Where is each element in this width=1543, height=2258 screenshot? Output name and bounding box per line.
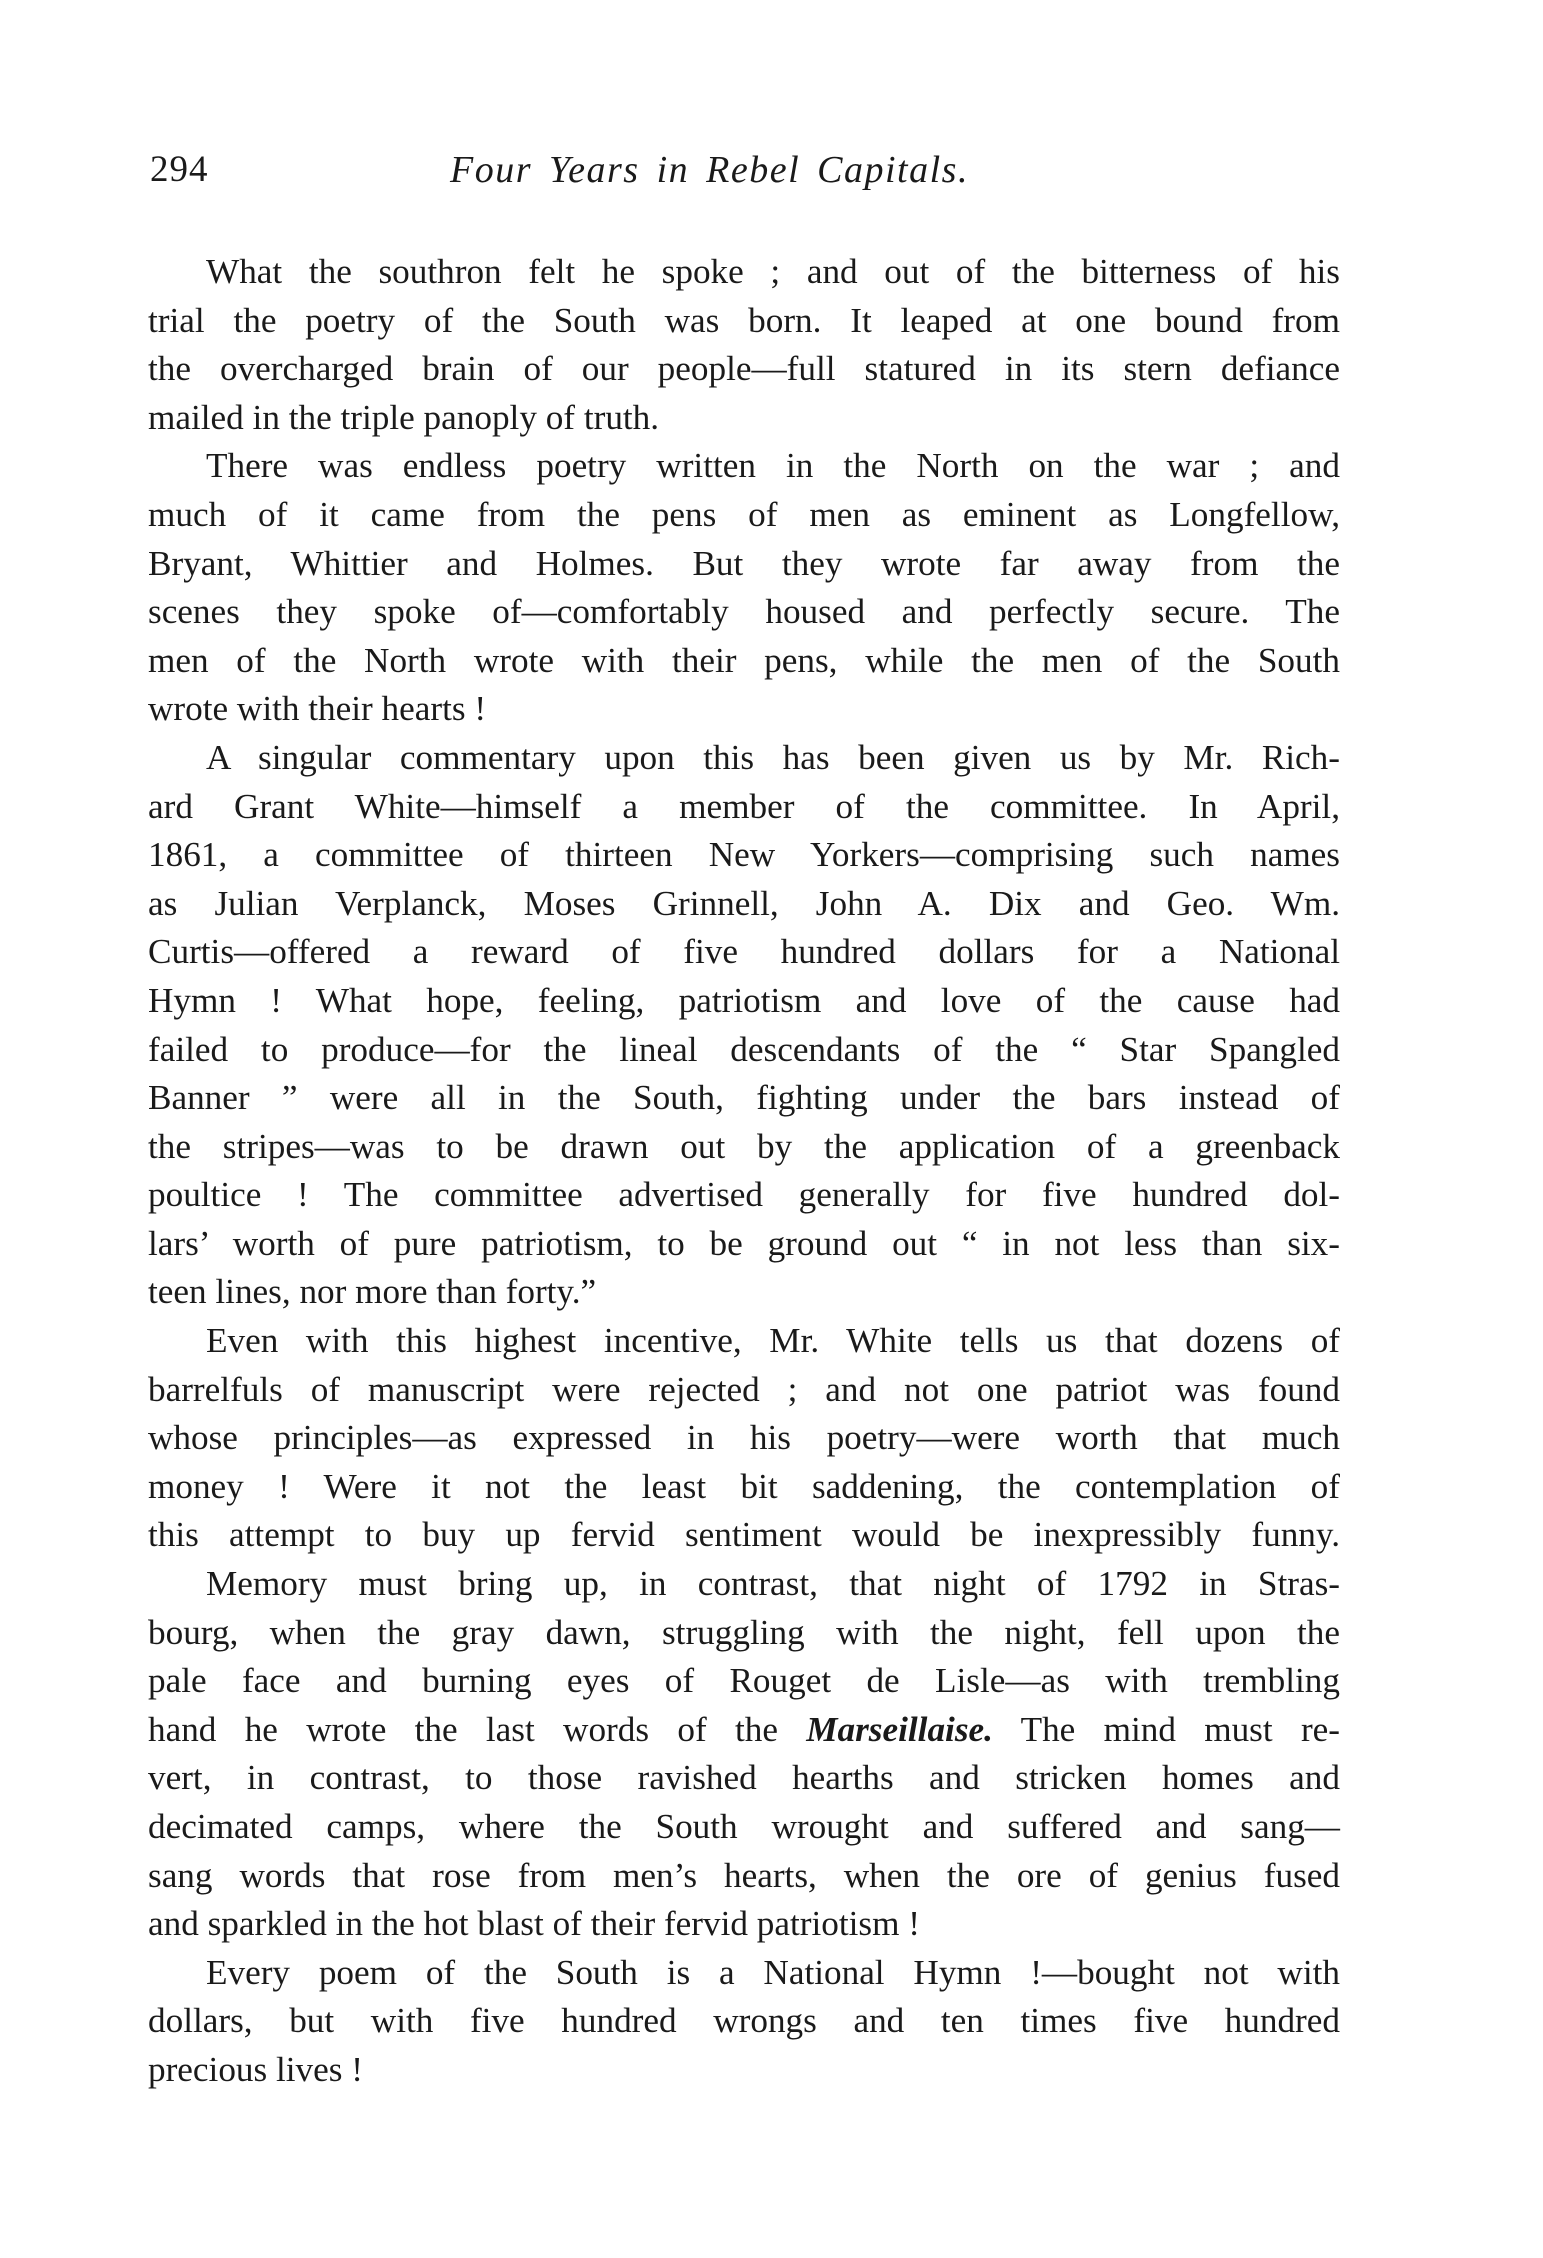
text-fragment: The mind must re-	[992, 1709, 1340, 1749]
text-line: whose principles—as expressed in his poetry—were worth that much	[148, 1418, 1340, 1458]
text-line: 1861, a committee of thirteen New Yorkers—comprising such names	[148, 835, 1340, 875]
running-head	[150, 148, 1350, 208]
text-line: as Julian Verplanck, Moses Grinnell, John A. Dix and Geo. Wm.	[148, 883, 1340, 923]
text-line: sang words that rose from men’s hearts, when the ore of genius fused	[148, 1855, 1340, 1895]
text-fragment: hand he wrote the last words of the	[148, 1709, 807, 1749]
text-body	[148, 248, 1340, 2095]
text-line: Every poem of the South is a National Hymn !—bought not with	[206, 1952, 1340, 1992]
text-line: lars’ worth of pure patriotism, to be ground out “ in not less than six-	[148, 1223, 1340, 1263]
text-line: Bryant, Whittier and Holmes. But they wrote far away from the	[148, 543, 1340, 583]
text-line: the stripes—was to be drawn out by the application of a greenback	[148, 1126, 1340, 1166]
text-line: There was endless poetry written in the North on the war ; and	[206, 446, 1340, 486]
text-line: Hymn ! What hope, feeling, patriotism and love of the cause had	[148, 980, 1340, 1020]
text-line: precious lives !	[148, 2049, 363, 2089]
text-line: pale face and burning eyes of Rouget de Lisle—as with trembling	[148, 1661, 1340, 1701]
text-line: much of it came from the pens of men as eminent as Longfellow,	[148, 494, 1340, 534]
text-line: dollars, but with five hundred wrongs and ten times five hundred	[148, 2001, 1340, 2041]
text-line: bourg, when the gray dawn, struggling with the night, fell upon the	[148, 1612, 1340, 1652]
paragraph-3	[148, 734, 1340, 1317]
text-line: mailed in the triple panoply of truth.	[148, 397, 660, 437]
text-line: scenes they spoke of—comfortably housed and perfectly secure. The	[148, 592, 1340, 632]
text-line: decimated camps, where the South wrought and suffered and sang—	[148, 1807, 1340, 1846]
text-line: barrelfuls of manuscript were rejected ; and not one patriot was found	[148, 1369, 1340, 1409]
text-line: A singular commentary upon this has been given us by Mr. Rich-	[206, 737, 1340, 777]
text-line: and sparkled in the hot blast of their fervid patriotism !	[148, 1904, 920, 1944]
text-line: Memory must bring up, in contrast, that night of 1792 in Stras-	[206, 1564, 1340, 1604]
text-line: trial the poetry of the South was born. It leaped at one bound from	[148, 300, 1340, 340]
text-line: money ! Were it not the least bit saddening, the contemplation of	[148, 1466, 1340, 1506]
song-title: Marseillaise.	[806, 1709, 993, 1749]
text-line-with-title	[148, 1706, 1340, 1755]
text-line: men of the North wrote with their pens, while the men of the South	[148, 640, 1340, 680]
text-line: this attempt to buy up fervid sentiment would be inexpressibly funny.	[148, 1515, 1340, 1555]
text-line: poultice ! The committee advertised generally for five hundred dol-	[148, 1175, 1340, 1215]
text-line: wrote with their hearts !	[148, 689, 487, 729]
text-line: the overcharged brain of our people—full statured in its stern defiance	[148, 349, 1340, 389]
text-line: teen lines, nor more than forty.”	[148, 1272, 597, 1312]
text-line: Banner ” were all in the South, fighting under the bars instead of	[148, 1078, 1340, 1118]
text-line: failed to produce—for the lineal descendants of the “ Star Spangled	[148, 1029, 1340, 1069]
text-line: ard Grant White—himself a member of the committee. In April,	[148, 786, 1340, 826]
paragraph-5	[148, 1560, 1340, 1949]
page-number: 294	[150, 149, 209, 190]
paragraph-4	[148, 1317, 1340, 1560]
paragraph-1	[148, 248, 1340, 442]
text-line: Even with this highest incentive, Mr. White tells us that dozens of	[206, 1321, 1340, 1361]
text-line: vert, in contrast, to those ravished hearths and stricken homes and	[148, 1758, 1340, 1798]
paragraph-6	[148, 1949, 1340, 2095]
text-line: What the southron felt he spoke ; and out of the bitterness of his	[206, 252, 1340, 291]
running-title: Four Years in Rebel Capitals.	[450, 149, 969, 191]
text-line: Curtis—offered a reward of five hundred dollars for a National	[148, 932, 1340, 972]
paragraph-2	[148, 442, 1340, 734]
